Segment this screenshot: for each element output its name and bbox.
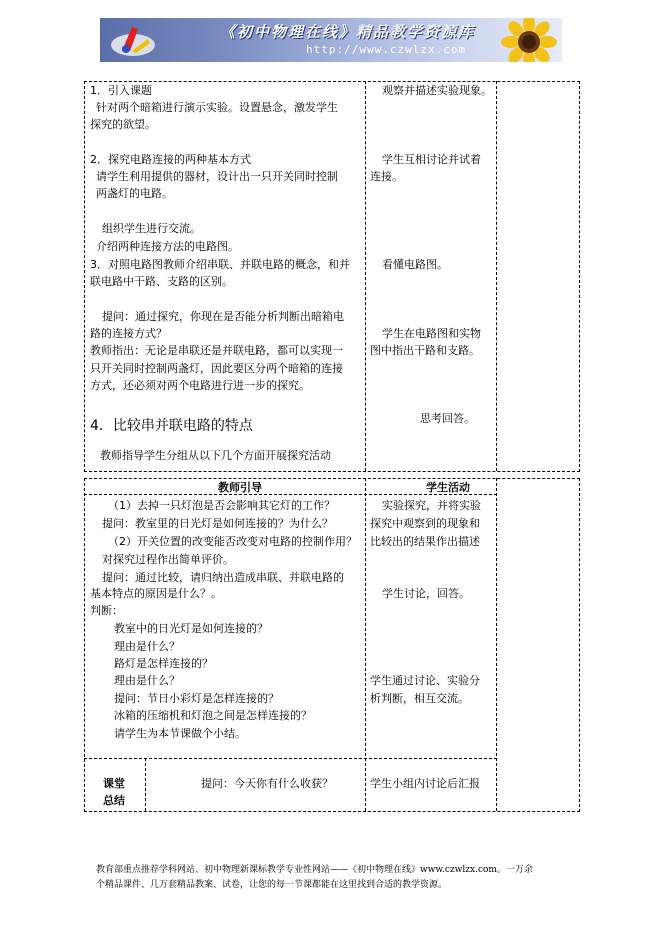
sunflower-icon	[498, 18, 560, 62]
guide-text: 提问：节日小彩灯是怎样连接的？	[114, 692, 279, 705]
banner-url[interactable]: http://www.czwlzx.com	[306, 43, 467, 56]
activity-text: 探究中观察到的现象和	[370, 517, 480, 530]
teacher-text: 探究的欲望。	[90, 118, 156, 131]
site-logo-icon	[108, 21, 158, 59]
header-student-activity: 学生活动	[426, 481, 470, 494]
column-divider	[145, 758, 146, 811]
guide-text: 冰箱的压缩机和灯泡之间是怎样连接的？	[114, 709, 312, 722]
teacher-text: 2．探究电路连接的两种基本方式	[90, 153, 251, 166]
row-divider	[84, 758, 497, 759]
guide-text: 请学生为本节课做个小结。	[114, 727, 246, 740]
guide-text: （2）开关位置的改变能否改变对电路的控制作用？	[108, 535, 357, 548]
teacher-text: 组织学生进行交流。	[102, 222, 201, 235]
guide-text: （1）去掉一只灯泡是否会影响其它灯的工作？	[108, 499, 335, 512]
student-text: 图中指出干路和支路。	[370, 344, 480, 357]
footer-note	[96, 863, 566, 893]
teacher-text: 3．对照电路图教师介绍串联、并联电路的概念，和并	[90, 258, 350, 271]
teacher-text: 只开关同时控制两盏灯，因此要区分两个暗箱的连接	[90, 362, 343, 375]
student-text: 看懂电路图。	[382, 258, 448, 271]
student-text: 连接。	[370, 170, 403, 183]
teacher-text: 教师指出：无论是串联还是并联电路，都可以实现一	[90, 344, 343, 357]
teacher-text: 请学生利用提供的器材，设计出一只开关同时控制	[96, 170, 338, 183]
column-divider	[496, 81, 497, 471]
column-divider	[365, 81, 366, 471]
header-banner	[100, 18, 562, 62]
activity-text: 析判断，相互交流。	[370, 692, 469, 705]
summary-label: 总结	[103, 794, 125, 807]
teacher-text: 联电路中干路、支路的区别。	[90, 275, 233, 288]
header-teacher-guide: 教师引导	[218, 481, 262, 494]
footer-line: 教育部重点推荐学科网站、初中物理新课标教学专业性网站——《初中物理在线》www.czwlzx.com。一万余	[96, 865, 533, 875]
guide-text: 理由是什么？	[114, 674, 180, 687]
guide-text: 判断：	[90, 604, 123, 617]
summary-label: 课堂	[103, 777, 125, 790]
activity-text: 比较出的结果作出描述	[370, 535, 480, 548]
footer-line: 个精品课件、几万套精品教案、试卷，让您的每一节课都能在这里找到合适的教学资源。	[96, 880, 448, 890]
summary-question: 提问：今天你有什么收获？	[201, 777, 333, 790]
guide-text: 基本特点的原因是什么？。	[90, 587, 222, 600]
guide-text: 提问：教室里的日光灯是如何连接的？为什么？	[102, 517, 333, 530]
guide-text: 理由是什么？	[114, 640, 180, 653]
activity-text: 学生讨论，回答。	[382, 587, 470, 600]
guide-text: 对探究过程作出简单评价。	[102, 553, 234, 566]
activity-text: 实验探究，并将实验	[382, 499, 481, 512]
teacher-text: 针对两个暗箱进行演示实验。设置悬念，激发学生	[96, 101, 338, 114]
teacher-text: 提问：通过探究，你现在是否能分析判断出暗箱电	[102, 310, 344, 323]
student-text: 学生互相讨论并试着	[382, 153, 481, 166]
banner-title: 《初中物理在线》精品教学资源库	[220, 23, 476, 41]
student-text: 观察并描述实验现象。	[382, 84, 492, 97]
teacher-text: 两盏灯的电路。	[96, 187, 173, 200]
teacher-text: 介绍两种连接方法的电路图。	[96, 240, 239, 253]
guide-text: 提问：通过比较，请归纳出造成串联、并联电路的	[102, 571, 344, 584]
column-divider	[496, 478, 497, 811]
teacher-text: 方式，还必须对两个电路进行进一步的探究。	[90, 379, 310, 392]
teacher-text: 教师指导学生分组从以下几个方面开展探究活动	[100, 449, 331, 462]
activity-text: 学生通过讨论、实验分	[370, 674, 480, 687]
column-divider	[365, 478, 366, 811]
student-text: 学生在电路图和实物	[382, 327, 481, 340]
section-heading: 4．比较串并联电路的特点	[90, 418, 253, 434]
teacher-text: 路的连接方式？	[90, 327, 167, 340]
student-text: 思考回答。	[420, 412, 475, 425]
guide-text: 教室中的日光灯是如何连接的？	[114, 622, 268, 635]
guide-text: 路灯是怎样连接的？	[114, 657, 213, 670]
summary-activity: 学生小组内讨论后汇报	[370, 777, 480, 790]
teacher-text: 1．引入课题	[90, 84, 152, 97]
